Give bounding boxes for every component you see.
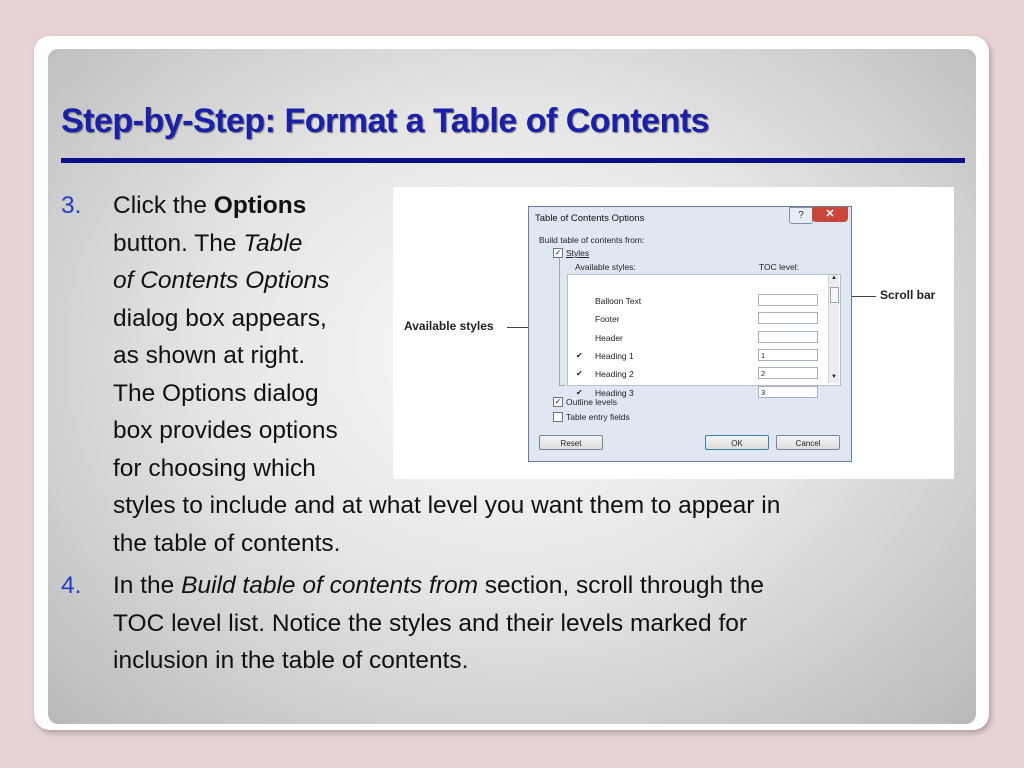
style-name: Balloon Text [595,296,642,306]
toc-level-input[interactable]: 3 [758,386,818,398]
styles-checkbox[interactable] [553,248,563,258]
text-run: Click the [113,192,214,219]
styles-label: Styles [566,248,590,258]
row-check-icon: ✔ [576,350,583,360]
toc-level-input[interactable]: 1 [758,349,818,361]
scroll-up-arrow-icon[interactable]: ▲ [831,275,837,281]
ok-button[interactable]: OK [705,435,769,450]
text-run: The Options dialog [113,379,319,407]
style-name: Footer [595,314,620,325]
reset-button[interactable]: Reset [539,435,603,450]
emphasis-bold: Options [213,192,307,219]
toc-level-header: TOC level: [759,262,799,272]
available-styles-header: Available styles: [575,262,636,272]
outline-levels-label: Outline levels [566,397,618,407]
text-run: box provides options [113,417,338,444]
step-3-line [113,487,963,525]
dialog-screenshot-figure [393,187,954,479]
table-entry-checkbox[interactable] [553,412,563,422]
outline-levels-checkbox[interactable] [553,397,563,407]
style-name: Heading 3 [595,387,634,398]
close-icon[interactable]: ✕ [812,207,848,222]
help-icon[interactable]: ? [789,207,813,224]
text-run: button. The [113,229,244,257]
row-check-icon: ✔ [576,387,583,397]
text-run: the table of contents. [113,529,341,557]
style-name: Heading 1 [595,350,634,361]
group-bracket [559,258,565,386]
text-run: for choosing which [113,454,316,482]
text-run: In the [113,572,182,599]
text-run: as shown at right. [113,342,306,369]
cancel-button[interactable]: Cancel [776,435,840,450]
emphasis-italic: Table [243,229,303,257]
table-entry-label: Table entry fields [566,412,630,422]
slide [48,49,976,724]
text-run: TOC level list. Notice the styles and their levels marked for [113,609,748,637]
emphasis-italic: Build table of contents from [181,572,478,599]
step-number-3: 3. [61,192,82,219]
scroll-down-arrow-icon[interactable]: ▼ [831,374,837,380]
text-run: inclusion in the table of contents. [113,647,469,674]
title-rule [61,158,965,163]
style-name: Heading 2 [595,369,634,380]
callout-scroll-bar: Scroll bar [880,288,936,302]
step-4-line [113,605,963,643]
step-number-4: 4. [61,572,82,599]
slide-title: Step-by-Step: Format a Table of Contents [61,102,710,140]
row-check-icon: ✔ [576,369,583,379]
scroll-thumb[interactable] [830,287,839,303]
step-4-line [113,567,963,605]
step-4-line [113,642,963,680]
toc-level-input[interactable] [758,312,818,324]
dialog-title: Table of Contents Options [535,213,645,224]
toc-level-input[interactable] [758,331,818,343]
step-3-line [113,525,963,563]
style-name: Header [595,332,623,343]
scroll-bar[interactable] [828,275,839,383]
build-from-label: Build table of contents from: [539,235,645,245]
step-4-text [113,567,963,680]
toc-options-dialog [528,206,852,462]
check-icon: ✓ [554,248,562,257]
emphasis-italic: of Contents Options [113,267,330,294]
text-run: styles to include and at what level you want them to appear in [113,492,781,519]
check-icon: ✓ [554,397,562,406]
toc-level-input[interactable] [758,294,818,306]
toc-level-input[interactable]: 2 [758,367,818,379]
callout-available-styles: Available styles [404,319,494,333]
text-run: dialog box appears, [113,304,327,332]
text-run: section, scroll through the [478,572,764,599]
